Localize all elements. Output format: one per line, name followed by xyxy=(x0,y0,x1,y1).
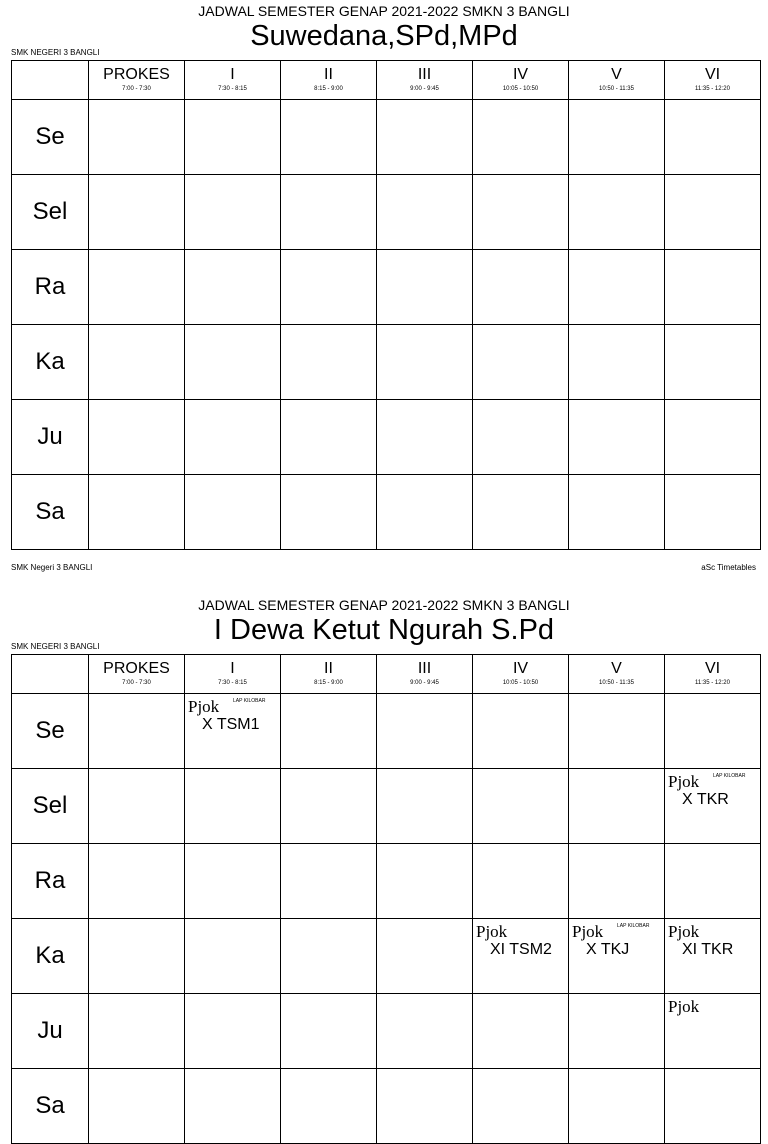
lesson-cell[interactable] xyxy=(665,325,761,400)
period-name: II xyxy=(324,660,333,677)
lesson-cell[interactable] xyxy=(473,994,569,1069)
period-header xyxy=(185,61,281,100)
lesson-cell[interactable] xyxy=(281,769,377,844)
lesson-cell[interactable] xyxy=(377,844,473,919)
lesson-cell[interactable] xyxy=(185,250,281,325)
lesson-cell[interactable] xyxy=(185,175,281,250)
lesson-cell[interactable] xyxy=(281,694,377,769)
day-label: Se xyxy=(12,100,89,175)
lesson-cell[interactable] xyxy=(665,694,761,769)
period-name: I xyxy=(230,66,235,83)
lesson-cell[interactable] xyxy=(89,844,185,919)
period-name: II xyxy=(324,66,333,83)
period-name: IV xyxy=(512,660,529,677)
period-name: V xyxy=(611,660,622,677)
lesson-cell[interactable] xyxy=(89,325,185,400)
lesson-subject: Pjok xyxy=(668,772,700,791)
lesson-cell[interactable] xyxy=(185,769,281,844)
period-name: V xyxy=(611,66,622,83)
lesson-cell[interactable] xyxy=(569,475,665,550)
lesson-cell[interactable] xyxy=(89,475,185,550)
lesson-cell[interactable] xyxy=(473,919,569,994)
timetable-grid xyxy=(11,60,761,550)
day-label: Ka xyxy=(12,325,89,400)
lesson-cell[interactable] xyxy=(89,694,185,769)
lesson-cell[interactable] xyxy=(569,325,665,400)
lesson-cell[interactable] xyxy=(89,100,185,175)
school-label: SMK NEGERI 3 BANGLI xyxy=(11,642,100,651)
footer-school: SMK Negeri 3 BANGLI xyxy=(11,563,93,572)
day-row xyxy=(12,694,761,769)
period-name: VI xyxy=(704,66,721,83)
day-row xyxy=(12,100,761,175)
day-label: Ju xyxy=(12,400,89,475)
period-header xyxy=(665,61,761,100)
period-header xyxy=(89,655,185,694)
day-row xyxy=(12,769,761,844)
lesson-cell[interactable] xyxy=(89,400,185,475)
period-time: 10:05 - 10:50 xyxy=(502,680,539,686)
lesson-cell[interactable] xyxy=(281,994,377,1069)
period-header xyxy=(185,655,281,694)
period-header xyxy=(569,61,665,100)
lesson-class: XI TSM2 xyxy=(490,941,552,958)
lesson-entry[interactable] xyxy=(668,922,758,959)
lesson-cell[interactable] xyxy=(569,100,665,175)
lesson-cell[interactable] xyxy=(473,769,569,844)
period-name: III xyxy=(417,66,432,83)
teacher-name: Suwedana,SPd,MPd xyxy=(250,20,518,52)
day-label: Sel xyxy=(12,769,89,844)
lesson-cell[interactable] xyxy=(377,400,473,475)
period-time: 11:35 - 12:20 xyxy=(695,86,730,92)
lesson-cell[interactable] xyxy=(185,400,281,475)
day-row xyxy=(12,844,761,919)
period-name: PROKES xyxy=(103,66,170,83)
corner-cell xyxy=(12,655,89,694)
period-time: 10:50 - 11:35 xyxy=(599,86,634,92)
day-label: Se xyxy=(12,694,89,769)
lesson-class: X TKR xyxy=(682,791,729,808)
day-row xyxy=(12,400,761,475)
day-label: Ra xyxy=(12,844,89,919)
lesson-subject: Pjok xyxy=(668,922,700,941)
period-time: 7:30 - 8:15 xyxy=(218,680,247,686)
period-time: 9:00 - 9:45 xyxy=(410,680,439,686)
period-header xyxy=(281,655,377,694)
school-label: SMK NEGERI 3 BANGLI xyxy=(11,48,100,57)
lesson-cell[interactable] xyxy=(89,1069,185,1144)
lesson-cell[interactable] xyxy=(281,844,377,919)
period-name: III xyxy=(417,660,432,677)
lesson-subject: Pjok xyxy=(572,922,604,941)
lesson-cell[interactable] xyxy=(665,1069,761,1144)
lesson-cell[interactable] xyxy=(569,844,665,919)
period-time: 8:15 - 9:00 xyxy=(314,680,343,686)
lesson-class: X TSM1 xyxy=(202,716,260,733)
lesson-entry[interactable] xyxy=(668,997,758,1016)
period-name: I xyxy=(230,660,235,677)
lesson-cell[interactable] xyxy=(665,919,761,994)
lesson-cell[interactable] xyxy=(377,175,473,250)
lesson-cell[interactable] xyxy=(281,100,377,175)
lesson-cell[interactable] xyxy=(281,919,377,994)
lesson-cell[interactable] xyxy=(281,1069,377,1144)
lesson-cell[interactable] xyxy=(473,475,569,550)
lesson-cell[interactable] xyxy=(569,1069,665,1144)
lesson-cell[interactable] xyxy=(185,694,281,769)
lesson-subject: Pjok xyxy=(188,697,220,716)
lesson-cell[interactable] xyxy=(281,325,377,400)
lesson-cell[interactable] xyxy=(569,994,665,1069)
period-time: 8:15 - 9:00 xyxy=(314,86,343,92)
lesson-entry[interactable] xyxy=(668,772,758,809)
day-row xyxy=(12,250,761,325)
lesson-cell[interactable] xyxy=(569,694,665,769)
lesson-cell[interactable] xyxy=(473,694,569,769)
lesson-cell[interactable] xyxy=(569,769,665,844)
lesson-cell[interactable] xyxy=(665,475,761,550)
period-time: 11:35 - 12:20 xyxy=(695,680,730,686)
lesson-cell[interactable] xyxy=(89,769,185,844)
lesson-class: X TKJ xyxy=(586,941,630,958)
lesson-cell[interactable] xyxy=(473,250,569,325)
lesson-subject: Pjok xyxy=(476,922,508,941)
lesson-cell[interactable] xyxy=(185,994,281,1069)
day-row xyxy=(12,325,761,400)
period-time: 10:05 - 10:50 xyxy=(502,86,539,92)
sheet-header: JADWAL SEMESTER GENAP 2021-2022 SMKN 3 BANGLI xyxy=(198,597,570,613)
period-header xyxy=(281,61,377,100)
day-row xyxy=(12,994,761,1069)
lesson-cell[interactable] xyxy=(89,919,185,994)
lesson-cell[interactable] xyxy=(473,844,569,919)
lesson-cell[interactable] xyxy=(185,1069,281,1144)
lesson-cell[interactable] xyxy=(377,325,473,400)
lesson-cell[interactable] xyxy=(281,400,377,475)
lesson-cell[interactable] xyxy=(89,250,185,325)
teacher-name: I Dewa Ketut Ngurah S.Pd xyxy=(213,614,555,646)
period-header xyxy=(377,61,473,100)
lesson-entry[interactable] xyxy=(476,922,566,959)
lesson-cell[interactable] xyxy=(377,694,473,769)
day-row xyxy=(12,175,761,250)
day-label: Ra xyxy=(12,250,89,325)
lesson-cell[interactable] xyxy=(281,250,377,325)
day-row xyxy=(12,475,761,550)
period-header xyxy=(377,655,473,694)
period-time: 7:00 - 7:30 xyxy=(122,86,151,92)
lesson-room: LAP KILOBAR xyxy=(617,923,650,929)
lesson-cell[interactable] xyxy=(377,1069,473,1144)
lesson-cell[interactable] xyxy=(473,400,569,475)
period-header xyxy=(473,61,569,100)
lesson-cell[interactable] xyxy=(569,400,665,475)
corner-cell xyxy=(12,61,89,100)
lesson-cell[interactable] xyxy=(569,175,665,250)
period-header xyxy=(89,61,185,100)
lesson-cell[interactable] xyxy=(473,175,569,250)
lesson-class: XI TKR xyxy=(682,941,734,958)
period-header xyxy=(665,655,761,694)
period-header xyxy=(473,655,569,694)
period-header xyxy=(569,655,665,694)
lesson-cell[interactable] xyxy=(473,1069,569,1144)
day-label: Sa xyxy=(12,475,89,550)
lesson-cell[interactable] xyxy=(377,475,473,550)
lesson-cell[interactable] xyxy=(89,994,185,1069)
lesson-room: LAP KILOBAR xyxy=(233,698,266,704)
lesson-cell[interactable] xyxy=(569,250,665,325)
lesson-cell[interactable] xyxy=(377,994,473,1069)
lesson-cell[interactable] xyxy=(377,250,473,325)
lesson-cell[interactable] xyxy=(281,475,377,550)
lesson-cell[interactable] xyxy=(665,250,761,325)
period-time: 9:00 - 9:45 xyxy=(410,86,439,92)
period-time: 7:00 - 7:30 xyxy=(122,680,151,686)
lesson-cell[interactable] xyxy=(377,769,473,844)
period-time: 10:50 - 11:35 xyxy=(599,680,634,686)
lesson-cell[interactable] xyxy=(665,175,761,250)
lesson-cell[interactable] xyxy=(665,769,761,844)
lesson-cell[interactable] xyxy=(185,844,281,919)
lesson-subject: Pjok xyxy=(668,997,700,1016)
lesson-cell[interactable] xyxy=(473,325,569,400)
lesson-cell[interactable] xyxy=(665,100,761,175)
timetable-grid xyxy=(11,654,761,1144)
day-label: Ka xyxy=(12,919,89,994)
sheet-header: JADWAL SEMESTER GENAP 2021-2022 SMKN 3 BANGLI xyxy=(198,3,570,19)
lesson-cell[interactable] xyxy=(377,100,473,175)
lesson-cell[interactable] xyxy=(185,325,281,400)
day-label: Sa xyxy=(12,1069,89,1144)
lesson-cell[interactable] xyxy=(185,919,281,994)
lesson-cell[interactable] xyxy=(665,400,761,475)
lesson-room: LAP KILOBAR xyxy=(713,773,746,779)
day-label: Sel xyxy=(12,175,89,250)
period-name: PROKES xyxy=(103,660,170,677)
period-name: IV xyxy=(512,66,529,83)
lesson-entry[interactable] xyxy=(572,922,662,959)
lesson-cell[interactable] xyxy=(185,100,281,175)
lesson-cell[interactable] xyxy=(377,919,473,994)
day-label: Ju xyxy=(12,994,89,1069)
lesson-cell[interactable] xyxy=(665,994,761,1069)
lesson-cell[interactable] xyxy=(185,475,281,550)
lesson-cell[interactable] xyxy=(473,100,569,175)
period-name: VI xyxy=(704,660,721,677)
lesson-cell[interactable] xyxy=(569,919,665,994)
period-time: 7:30 - 8:15 xyxy=(218,86,247,92)
footer-credit: aSc Timetables xyxy=(701,563,756,572)
lesson-cell[interactable] xyxy=(281,175,377,250)
lesson-cell[interactable] xyxy=(89,175,185,250)
day-row xyxy=(12,919,761,994)
day-row xyxy=(12,1069,761,1144)
lesson-entry[interactable] xyxy=(188,697,278,734)
lesson-cell[interactable] xyxy=(665,844,761,919)
